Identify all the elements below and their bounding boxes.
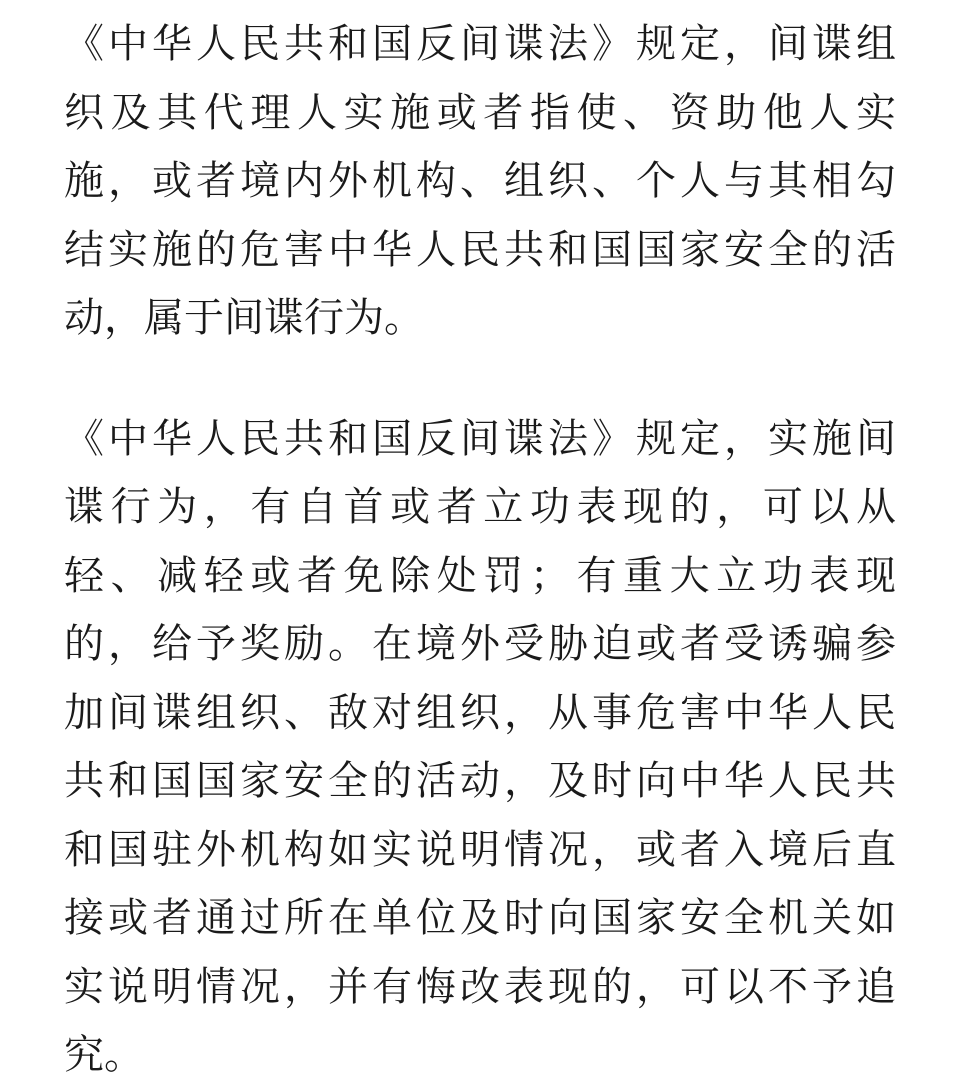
paragraph-spacer	[64, 353, 896, 405]
text-line: 共和国国家安全的活动，及时向中华人民共	[64, 758, 896, 804]
text-line: 实说明情况，并有悔改表现的，可以不予追	[64, 963, 896, 1010]
text-line: 《中华人民共和国反间谍法》规定，间谍组	[64, 21, 896, 67]
paragraph-definition	[64, 10, 896, 353]
text-line: 谍行为，有自首或者立功表现的，可以从	[64, 484, 896, 530]
text-line: 织及其代理人实施或者指使、资助他人实	[64, 89, 896, 136]
text-line: 轻、减轻或者免除处罚；有重大立功表现	[64, 552, 896, 599]
text-line: 和国驻外机构如实说明情况，或者入境后直	[64, 826, 896, 873]
text-line: 接或者通过所在单位及时向国家安全机关如	[64, 895, 896, 941]
text-line: 的，给予奖励。在境外受胁迫或者受诱骗参	[64, 621, 896, 667]
article-body	[64, 10, 896, 1090]
text-line: 动，属于间谍行为。	[64, 295, 424, 341]
text-line: 究。	[64, 1032, 144, 1078]
text-line: 《中华人民共和国反间谍法》规定，实施间	[64, 415, 896, 462]
text-line: 加间谍组织、敌对组织，从事危害中华人民	[64, 689, 896, 736]
paragraph-leniency	[64, 405, 896, 1090]
text-line: 结实施的危害中华人民共和国国家安全的活	[64, 226, 896, 273]
text-line: 施，或者境内外机构、组织、个人与其相勾	[64, 158, 896, 204]
